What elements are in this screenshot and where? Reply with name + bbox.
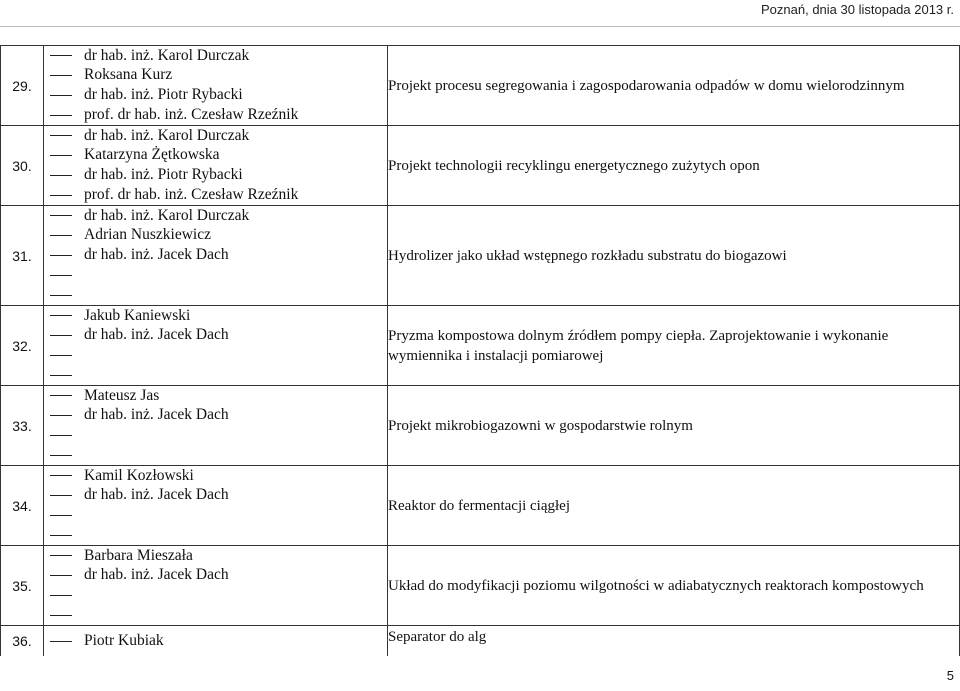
person-line (44, 525, 387, 545)
people-cell (44, 386, 388, 466)
row-number: 36. (1, 626, 44, 657)
dash-bullet-icon (50, 295, 72, 296)
people-cell (44, 306, 388, 386)
person-name: Katarzyna Żętkowska (84, 146, 220, 163)
project-title: Hydrolizer jako układ wstępnego rozkładu substratu do biogazowi (388, 206, 960, 306)
person-line (44, 225, 387, 245)
person-name: dr hab. inż. Piotr Rybacki (84, 166, 243, 183)
person-name: dr hab. inż. Jacek Dach (84, 406, 229, 423)
person-line (44, 546, 387, 565)
person-name: dr hab. inż. Piotr Rybacki (84, 86, 243, 103)
person-line (44, 65, 387, 85)
person-name: Mateusz Jas (84, 386, 160, 404)
dash-bullet-icon (50, 235, 72, 236)
dash-bullet-icon (50, 435, 72, 436)
person-line (44, 185, 387, 205)
person-line (44, 565, 387, 585)
dash-bullet-icon (50, 155, 72, 156)
person-line (44, 126, 387, 145)
table-row (1, 206, 960, 306)
person-line (44, 265, 387, 285)
project-title: Separator do alg (388, 626, 960, 657)
person-name: Kamil Kozłowski (84, 466, 194, 484)
person-name: Roksana Kurz (84, 66, 173, 83)
row-number: 32. (1, 306, 44, 386)
person-line (44, 365, 387, 385)
person-line (44, 605, 387, 625)
person-line (44, 632, 387, 651)
person-line (44, 445, 387, 465)
person-line (44, 585, 387, 605)
dash-bullet-icon (50, 495, 72, 496)
dash-bullet-icon (50, 641, 72, 642)
project-title: Projekt procesu segregowania i zagospodarowania odpadów w domu wielorodzinnym (388, 46, 960, 126)
project-title: Reaktor do fermentacji ciągłej (388, 466, 960, 546)
dash-bullet-icon (50, 535, 72, 536)
person-name: Piotr Kubiak (84, 632, 164, 649)
person-name: dr hab. inż. Jacek Dach (84, 566, 229, 583)
dash-bullet-icon (50, 135, 72, 136)
person-name: Barbara Mieszała (84, 546, 193, 564)
row-number: 30. (1, 126, 44, 206)
person-name: dr hab. inż. Karol Durczak (84, 126, 250, 144)
people-cell (44, 126, 388, 206)
dash-bullet-icon (50, 95, 72, 96)
dash-bullet-icon (50, 515, 72, 516)
person-name: prof. dr hab. inż. Czesław Rzeźnik (84, 186, 299, 203)
page-number: 5 (946, 668, 954, 683)
person-line (44, 165, 387, 185)
dash-bullet-icon (50, 255, 72, 256)
dash-bullet-icon (50, 355, 72, 356)
person-line (44, 345, 387, 365)
row-number: 31. (1, 206, 44, 306)
person-name: dr hab. inż. Jacek Dach (84, 486, 229, 503)
dash-bullet-icon (50, 375, 72, 376)
table-row (1, 466, 960, 546)
people-cell (44, 626, 388, 657)
project-title: Pryzma kompostowa dolnym źródłem pompy ciepła. Zaprojektowanie i wykonanie wymiennika i instalacji pomiarowej (388, 306, 960, 386)
dash-bullet-icon (50, 415, 72, 416)
table-row (1, 386, 960, 466)
person-line (44, 85, 387, 105)
dash-bullet-icon (50, 195, 72, 196)
dash-bullet-icon (50, 395, 72, 396)
dash-bullet-icon (50, 315, 72, 316)
people-cell (44, 546, 388, 626)
person-line (44, 505, 387, 525)
projects-table (0, 45, 960, 656)
dash-bullet-icon (50, 335, 72, 336)
dash-bullet-icon (50, 595, 72, 596)
person-name: Jakub Kaniewski (84, 306, 191, 324)
person-line (44, 46, 387, 65)
person-line (44, 145, 387, 165)
project-title: Projekt technologii recyklingu energetycznego zużytych opon (388, 126, 960, 206)
dash-bullet-icon (50, 275, 72, 276)
dash-bullet-icon (50, 475, 72, 476)
table-row (1, 626, 960, 657)
project-title: Projekt mikrobiogazowni w gospodarstwie rolnym (388, 386, 960, 466)
dash-bullet-icon (50, 55, 72, 56)
person-name: Adrian Nuszkiewicz (84, 226, 211, 243)
table-row (1, 46, 960, 126)
person-line (44, 425, 387, 445)
projects-table-body (1, 46, 960, 657)
table-row (1, 546, 960, 626)
row-number: 33. (1, 386, 44, 466)
person-line (44, 105, 387, 125)
dash-bullet-icon (50, 555, 72, 556)
person-name: dr hab. inż. Karol Durczak (84, 206, 250, 224)
project-title: Układ do modyfikacji poziomu wilgotności w adiabatycznych reaktorach kompostowych (388, 546, 960, 626)
table-row (1, 126, 960, 206)
header-rule (0, 26, 960, 27)
row-number: 35. (1, 546, 44, 626)
dash-bullet-icon (50, 455, 72, 456)
dash-bullet-icon (50, 575, 72, 576)
dash-bullet-icon (50, 175, 72, 176)
person-line (44, 405, 387, 425)
dash-bullet-icon (50, 615, 72, 616)
person-line (44, 206, 387, 225)
dash-bullet-icon (50, 215, 72, 216)
table-row (1, 306, 960, 386)
person-line (44, 466, 387, 485)
person-line (44, 386, 387, 405)
person-line (44, 306, 387, 325)
person-line (44, 485, 387, 505)
person-name: dr hab. inż. Jacek Dach (84, 246, 229, 263)
person-line (44, 245, 387, 265)
people-cell (44, 466, 388, 546)
dash-bullet-icon (50, 115, 72, 116)
people-cell (44, 46, 388, 126)
person-line (44, 325, 387, 345)
person-line (44, 285, 387, 305)
header-date: Poznań, dnia 30 listopada 2013 r. (761, 2, 954, 17)
row-number: 29. (1, 46, 44, 126)
row-number: 34. (1, 466, 44, 546)
person-name: dr hab. inż. Karol Durczak (84, 46, 250, 64)
people-cell (44, 206, 388, 306)
dash-bullet-icon (50, 75, 72, 76)
person-name: dr hab. inż. Jacek Dach (84, 326, 229, 343)
person-name: prof. dr hab. inż. Czesław Rzeźnik (84, 106, 299, 123)
